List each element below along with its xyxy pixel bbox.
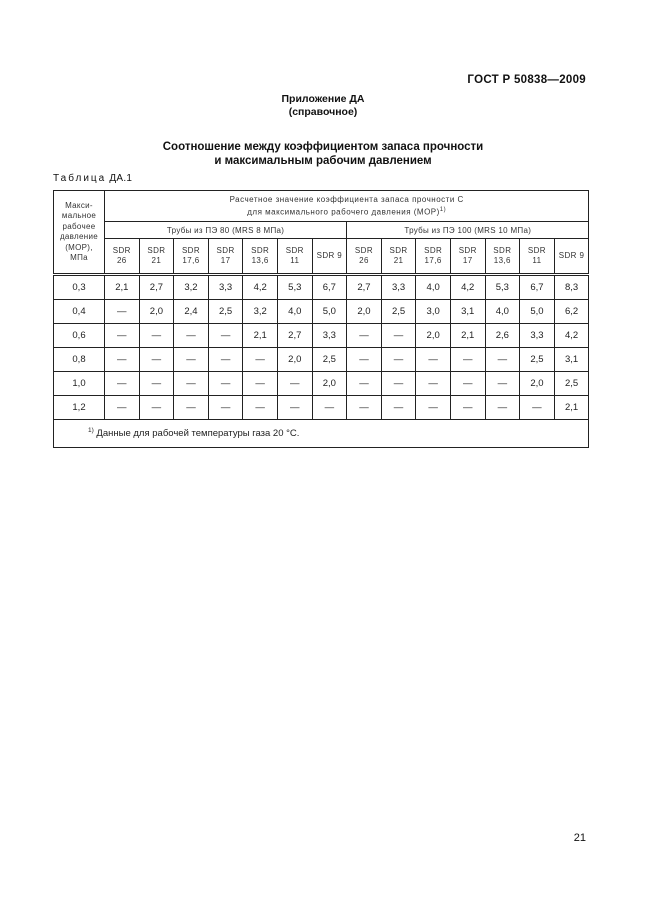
sdr-label: SDR bbox=[389, 246, 408, 255]
sdr-value: 21 bbox=[393, 256, 404, 265]
value-cell: 2,1 bbox=[105, 275, 140, 300]
document-code: ГОСТ Р 50838—2009 bbox=[467, 74, 586, 86]
value-cell: 2,5 bbox=[520, 348, 555, 372]
section-title-line2: и максимальным рабочим давлением bbox=[214, 155, 432, 167]
value-cell: — bbox=[105, 324, 140, 348]
mop-cell: 0,3 bbox=[54, 275, 105, 300]
value-cell: 8,3 bbox=[554, 275, 589, 300]
value-cell: — bbox=[381, 324, 416, 348]
sdr-value: 21 bbox=[151, 256, 162, 265]
value-cell: 4,0 bbox=[277, 300, 312, 324]
value-cell: 2,0 bbox=[416, 324, 451, 348]
value-cell: 3,3 bbox=[520, 324, 555, 348]
mop-cell: 0,8 bbox=[54, 348, 105, 372]
value-cell: 2,4 bbox=[174, 300, 209, 324]
row-header-line: рабочее bbox=[62, 221, 96, 231]
row-header-line: мальное bbox=[61, 211, 97, 220]
table-row bbox=[54, 300, 589, 324]
value-cell: — bbox=[312, 396, 347, 420]
value-cell: 2,6 bbox=[485, 324, 520, 348]
table-row bbox=[54, 275, 589, 300]
value-cell: 3,2 bbox=[243, 300, 278, 324]
value-cell: — bbox=[208, 396, 243, 420]
table-label-number: ДА.1 bbox=[109, 173, 133, 184]
value-cell: 2,7 bbox=[347, 275, 382, 300]
value-cell: 6,7 bbox=[520, 275, 555, 300]
value-cell: — bbox=[347, 324, 382, 348]
value-cell: 5,0 bbox=[520, 300, 555, 324]
table-row bbox=[54, 348, 589, 372]
sdr-label: SDR bbox=[181, 246, 201, 255]
value-cell: — bbox=[243, 396, 278, 420]
value-cell: 2,5 bbox=[312, 348, 347, 372]
table-label-prefix: Таблица bbox=[53, 173, 107, 184]
sdr-value: 17 bbox=[220, 256, 231, 265]
value-cell: — bbox=[450, 348, 485, 372]
value-cell: — bbox=[174, 372, 209, 396]
sdr-column-header bbox=[347, 239, 382, 275]
value-cell: 4,0 bbox=[416, 275, 451, 300]
sdr-value: 13,6 bbox=[251, 256, 269, 265]
table-row bbox=[54, 372, 589, 396]
value-cell: 3,3 bbox=[208, 275, 243, 300]
sdr-column-header bbox=[381, 239, 416, 275]
value-cell: — bbox=[416, 348, 451, 372]
value-cell: — bbox=[450, 396, 485, 420]
value-cell: 2,0 bbox=[139, 300, 174, 324]
page-number: 21 bbox=[573, 832, 586, 844]
sdr-label: SDR bbox=[216, 246, 235, 255]
value-cell: 2,5 bbox=[381, 300, 416, 324]
value-cell: 4,0 bbox=[485, 300, 520, 324]
value-cell: 5,0 bbox=[312, 300, 347, 324]
value-cell: — bbox=[105, 396, 140, 420]
sdr-label: SDR bbox=[458, 246, 477, 255]
footnote-mark: 1) bbox=[88, 427, 94, 435]
sdr-label: SDR bbox=[527, 246, 546, 255]
sdr-column-header bbox=[174, 239, 209, 275]
sdr-label: SDR bbox=[285, 246, 304, 255]
sdr-value: 17,6 bbox=[424, 256, 442, 265]
sdr-label: SDR bbox=[251, 246, 270, 255]
top-header-line1: Расчетное значение коэффициента запаса прочности C bbox=[229, 194, 464, 204]
value-cell: 2,1 bbox=[450, 324, 485, 348]
value-cell: — bbox=[243, 348, 278, 372]
section-title-line1: Соотношение между коэффициентом запаса прочности bbox=[162, 141, 484, 153]
value-cell: — bbox=[485, 348, 520, 372]
value-cell: 2,0 bbox=[277, 348, 312, 372]
sdr-value: 13,6 bbox=[493, 256, 511, 265]
footnote-row bbox=[54, 420, 589, 448]
sdr-label: SDR 9 bbox=[558, 251, 585, 260]
row-header-line: МПа bbox=[70, 253, 88, 262]
row-header-line: Макси- bbox=[65, 200, 93, 210]
mop-cell: 0,4 bbox=[54, 300, 105, 324]
value-cell: — bbox=[381, 396, 416, 420]
row-header-line: давление bbox=[59, 232, 99, 241]
header-row-groups bbox=[54, 222, 589, 239]
value-cell: — bbox=[347, 348, 382, 372]
value-cell: 3,1 bbox=[450, 300, 485, 324]
sdr-column-header bbox=[208, 239, 243, 275]
sdr-value: 17 bbox=[462, 256, 473, 265]
value-cell: — bbox=[520, 396, 555, 420]
value-cell: — bbox=[105, 372, 140, 396]
value-cell: 4,2 bbox=[243, 275, 278, 300]
sdr-column-header bbox=[554, 239, 589, 275]
value-cell: 4,2 bbox=[450, 275, 485, 300]
row-header-line: (МОР), bbox=[65, 242, 93, 252]
sdr-label: SDR bbox=[112, 246, 131, 255]
value-cell: — bbox=[381, 372, 416, 396]
top-header-line2: для максимального рабочего давления (МОР) bbox=[247, 207, 440, 217]
mop-cell: 0,6 bbox=[54, 324, 105, 348]
header-row-top bbox=[54, 191, 589, 222]
value-cell: 4,2 bbox=[554, 324, 589, 348]
value-cell: — bbox=[381, 348, 416, 372]
header-row-sdr bbox=[54, 239, 589, 275]
value-cell: 2,7 bbox=[277, 324, 312, 348]
mop-cell: 1,0 bbox=[54, 372, 105, 396]
table-row bbox=[54, 396, 589, 420]
value-cell: 3,0 bbox=[416, 300, 451, 324]
value-cell: — bbox=[174, 348, 209, 372]
row-header-cell bbox=[54, 191, 105, 275]
value-cell: — bbox=[174, 324, 209, 348]
sdr-label: SDR bbox=[354, 246, 373, 255]
table-label bbox=[53, 173, 132, 184]
sdr-value: 26 bbox=[359, 256, 369, 265]
value-cell: 5,3 bbox=[277, 275, 312, 300]
value-cell: 3,2 bbox=[174, 275, 209, 300]
value-cell: — bbox=[450, 372, 485, 396]
sdr-column-header bbox=[277, 239, 312, 275]
sdr-label: SDR bbox=[424, 246, 443, 255]
value-cell: — bbox=[277, 372, 312, 396]
value-cell: — bbox=[139, 372, 174, 396]
value-cell: 2,0 bbox=[520, 372, 555, 396]
section-title bbox=[0, 140, 646, 168]
sdr-label: SDR 9 bbox=[316, 251, 343, 260]
value-cell: — bbox=[208, 324, 243, 348]
value-cell: 6,7 bbox=[312, 275, 347, 300]
value-cell: — bbox=[347, 396, 382, 420]
value-cell: — bbox=[485, 372, 520, 396]
appendix-title: Приложение ДА bbox=[281, 93, 365, 105]
sdr-column-header bbox=[139, 239, 174, 275]
appendix-subtitle: (справочное) bbox=[288, 106, 358, 118]
sdr-column-header bbox=[485, 239, 520, 275]
value-cell: — bbox=[243, 372, 278, 396]
sdr-value: 17,6 bbox=[182, 256, 200, 265]
value-cell: 2,0 bbox=[347, 300, 382, 324]
mop-cell: 1,2 bbox=[54, 396, 105, 420]
value-cell: — bbox=[416, 372, 451, 396]
value-cell: — bbox=[347, 372, 382, 396]
value-cell: 2,5 bbox=[554, 372, 589, 396]
value-cell: — bbox=[485, 396, 520, 420]
value-cell: 2,5 bbox=[208, 300, 243, 324]
sdr-column-header bbox=[450, 239, 485, 275]
table-row bbox=[54, 324, 589, 348]
value-cell: — bbox=[139, 396, 174, 420]
sdr-label: SDR bbox=[147, 246, 166, 255]
value-cell: — bbox=[208, 348, 243, 372]
appendix-heading bbox=[0, 93, 646, 119]
sdr-value: 26 bbox=[116, 256, 127, 265]
top-header-cell bbox=[105, 191, 589, 222]
value-cell: 3,3 bbox=[312, 324, 347, 348]
value-cell: 2,1 bbox=[243, 324, 278, 348]
sdr-column-header bbox=[416, 239, 451, 275]
value-cell: 5,3 bbox=[485, 275, 520, 300]
sdr-value: 11 bbox=[290, 256, 300, 265]
group-pe80: Трубы из ПЭ 80 (MRS 8 МПа) bbox=[105, 222, 347, 239]
value-cell: — bbox=[105, 300, 140, 324]
value-cell: — bbox=[208, 372, 243, 396]
footnote-text: Данные для рабочей температуры газа 20 °С. bbox=[93, 428, 300, 440]
sdr-label: SDR bbox=[493, 246, 512, 255]
value-cell: 3,1 bbox=[554, 348, 589, 372]
sdr-column-header bbox=[105, 239, 140, 275]
value-cell: 3,3 bbox=[381, 275, 416, 300]
value-cell: 6,2 bbox=[554, 300, 589, 324]
value-cell: — bbox=[416, 396, 451, 420]
value-cell: — bbox=[139, 324, 174, 348]
group-pe100: Трубы из ПЭ 100 (MRS 10 МПа) bbox=[347, 222, 589, 239]
sdr-column-header bbox=[520, 239, 555, 275]
value-cell: — bbox=[105, 348, 140, 372]
value-cell: — bbox=[174, 396, 209, 420]
data-table bbox=[53, 190, 589, 448]
value-cell: 2,0 bbox=[312, 372, 347, 396]
footnote-mark: 1) bbox=[439, 206, 447, 213]
value-cell: 2,1 bbox=[554, 396, 589, 420]
value-cell: 2,7 bbox=[139, 275, 174, 300]
table-footnote bbox=[54, 420, 589, 448]
sdr-column-header bbox=[312, 239, 347, 275]
value-cell: — bbox=[139, 348, 174, 372]
value-cell: — bbox=[277, 396, 312, 420]
sdr-column-header bbox=[243, 239, 278, 275]
sdr-value: 11 bbox=[532, 256, 542, 265]
